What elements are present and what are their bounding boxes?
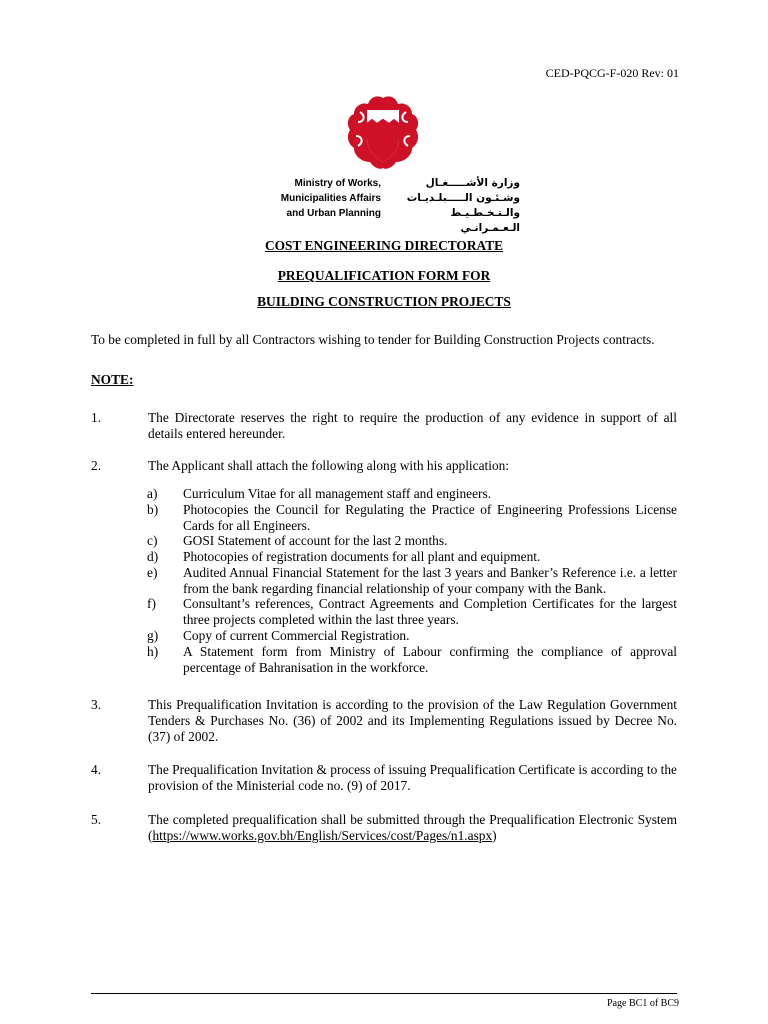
note-label: NOTE: (91, 372, 134, 387)
ministry-name-block (250, 176, 520, 234)
form-title-line-2: BUILDING CONSTRUCTION PROJECTS (257, 294, 511, 309)
item-text: The Applicant shall attach the following along with his application: (148, 458, 510, 473)
item-number: 3. (91, 697, 102, 712)
intro-paragraph: To be completed in full by all Contractors wishing to tender for Building Construction Projects contracts. (91, 332, 655, 347)
ministry-emblem-logo (340, 92, 426, 174)
item-text: This Prequalification Invitation is according to the provision of the Law Regulation Government Tenders & Purchases No. (36) of 2002 and its Implementing Regulations issued by Decree No. (37) of 2002. (148, 697, 677, 744)
item-text: The Prequalification Invitation & process of issuing Prequalification Certificate is according to the provision of the Ministerial code no. (9) of 2017. (148, 762, 677, 793)
item-number: 4. (91, 762, 102, 777)
ministry-name-english: Ministry of Works, Municipalities Affairs and Urban Planning (280, 178, 381, 219)
footer-divider (91, 993, 677, 994)
item-text: The completed prequalification shall be submitted through the Prequalification Electronic System (https://www.works.gov.bh/English/Services/cost/Pages/n1.aspx) (148, 812, 677, 843)
ministry-name-arabic: وزارة الأشـــــغـال وشـئـون الـــــبلـديـات والـتـخـطـيـط الـعـمـرانـي (406, 177, 520, 234)
page-number: Page BC1 of BC9 (607, 998, 679, 1009)
document-reference: CED-PQCG-F-020 Rev: 01 (545, 66, 679, 80)
form-title-line-1: PREQUALIFICATION FORM FOR (277, 268, 491, 283)
item-text: The Directorate reserves the right to require the production of any evidence in support of all details entered hereunder. (148, 410, 677, 441)
item-number: 2. (91, 458, 102, 473)
directorate-heading: COST ENGINEERING DIRECTORATE (264, 238, 504, 253)
item-number: 1. (91, 410, 102, 425)
prequalification-system-link[interactable]: https://www.works.gov.bh/English/Services/cost/Pages/n1.aspx (152, 828, 493, 843)
item-number: 5. (91, 812, 102, 827)
